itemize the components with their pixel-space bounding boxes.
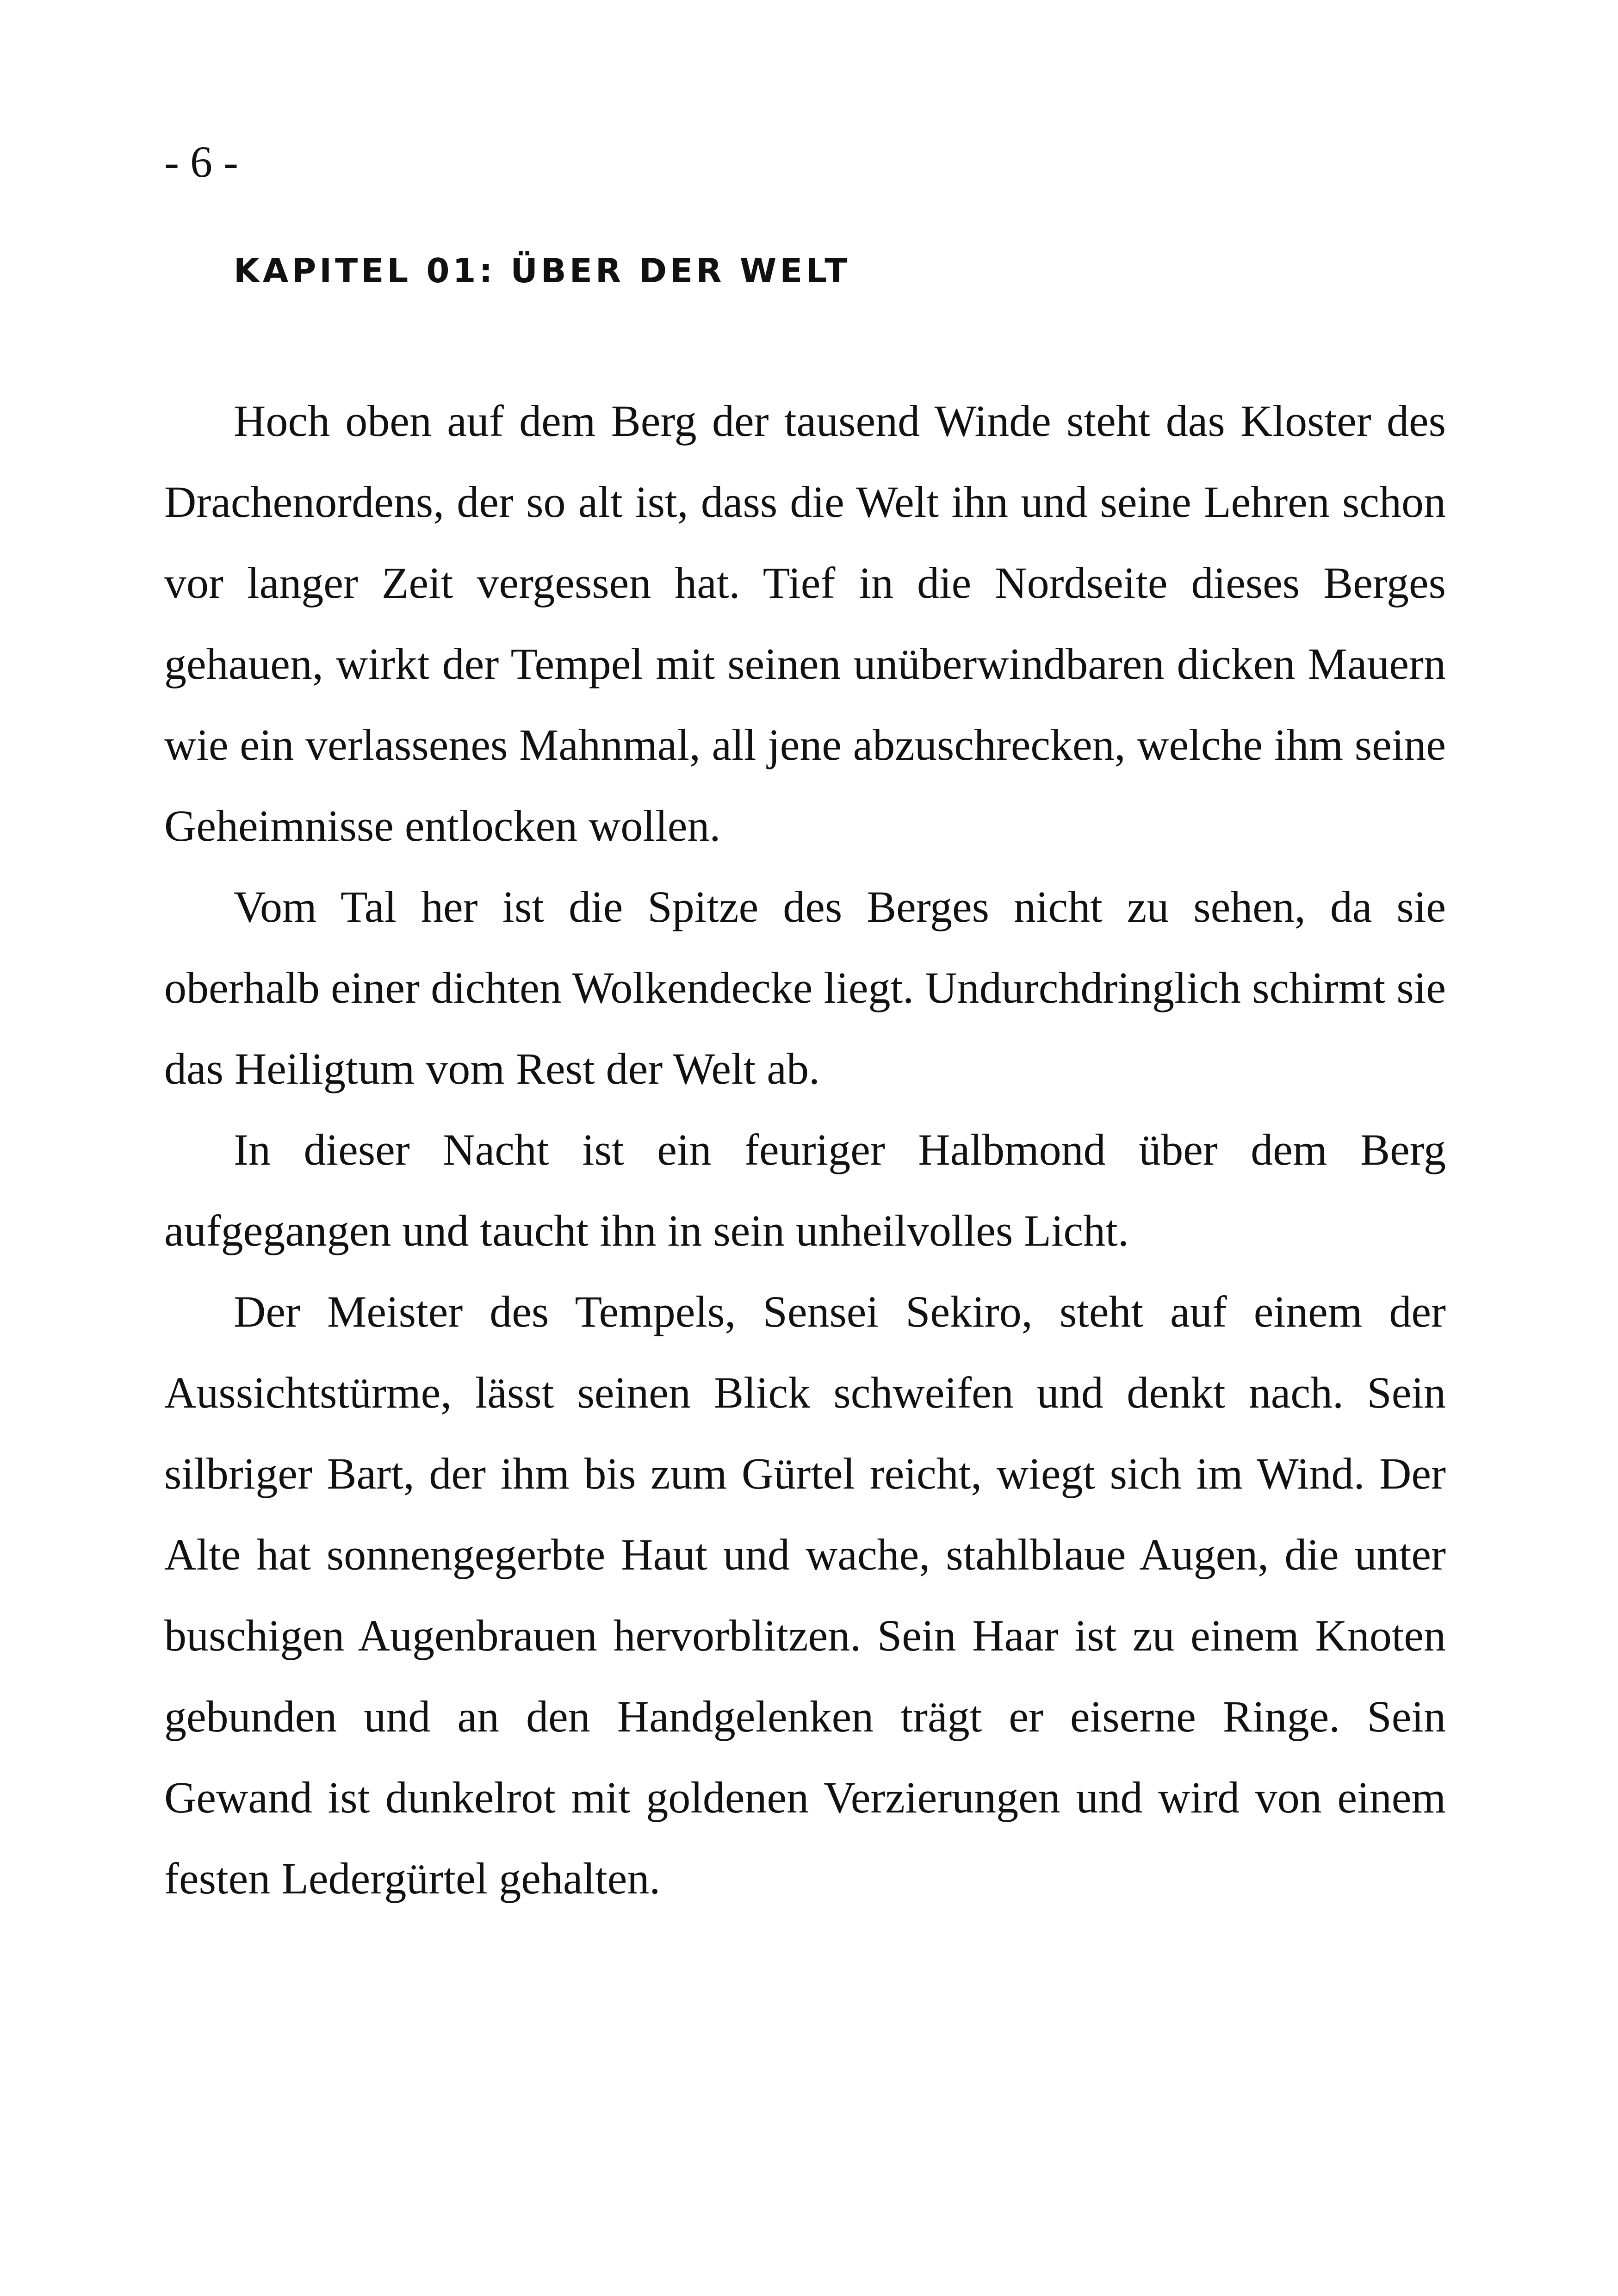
chapter-title: KAPITEL 01: ÜBER DER WELT <box>234 251 851 290</box>
page-number: - 6 - <box>164 137 238 186</box>
paragraph: Der Meister des Tempels, Sensei Sekiro, steht auf einem der Aussichtstürme, lässt seinen Blick schweifen und denkt nach. Sein silbriger Bart, der ihm bis zum Gürtel reicht, wiegt sich im Wind. Der Alte hat sonnengegerbte Haut und wache, stahlblaue Augen, die unter buschigen Augenbrauen hervorblitzen. Sein Haar ist zu einem Knoten gebunden und an den Handgelenken trägt er eiserne Ringe. Sein Gewand ist dunkelrot mit goldenen Verzierungen und wird von einem festen Ledergürtel gehalten. <box>164 1287 1446 1903</box>
body-text <box>164 380 1446 1919</box>
paragraph: In dieser Nacht ist ein feuriger Halbmond über dem Berg aufgegangen und taucht ihn in sein unheilvolles Licht. <box>164 1125 1446 1255</box>
paragraph: Hoch oben auf dem Berg der tausend Winde steht das Kloster des Drachenordens, der so alt ist, dass die Welt ihn und seine Lehren schon vor langer Zeit vergessen hat. Tief in die Nordseite dieses Berges gehauen, wirkt der Tempel mit seinen unüberwindbaren dicken Mauern wie ein verlassenes Mahnmal, all jene abzuschrecken, welche ihm seine Geheimnisse entlocken wollen. <box>164 396 1446 850</box>
paragraph: Vom Tal her ist die Spitze des Berges nicht zu sehen, da sie oberhalb einer dichten Wolkendecke liegt. Undurchdringlich schirmt sie das Heiligtum vom Rest der Welt ab. <box>164 882 1446 1093</box>
